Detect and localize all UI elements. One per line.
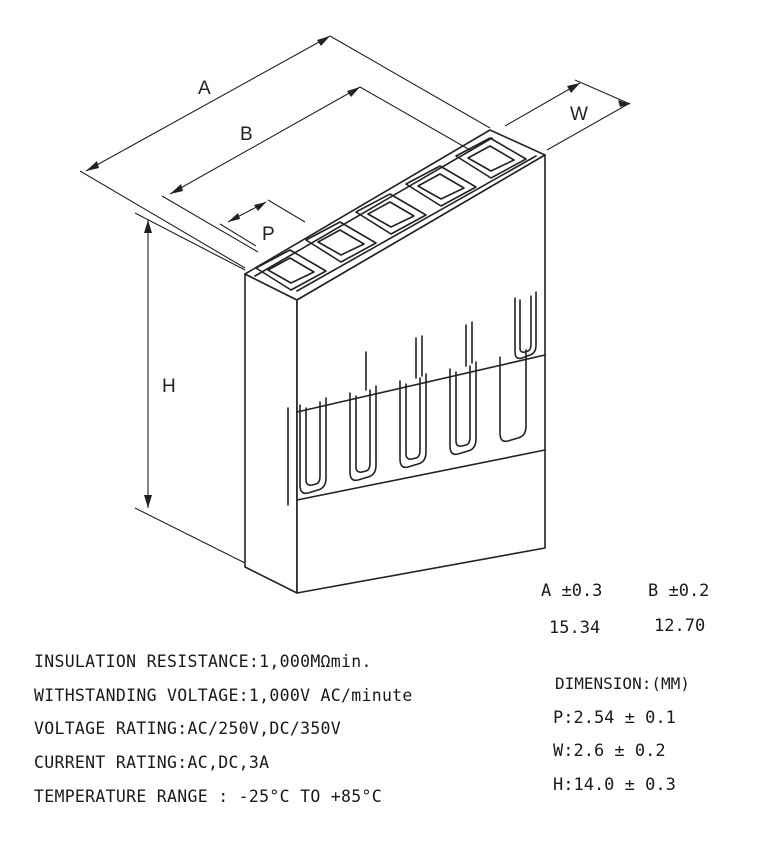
dimension-w: W:2.6 ± 0.2: [553, 741, 666, 761]
dimension-p: P:2.54 ± 0.1: [553, 708, 676, 728]
spec-voltage-rating: VOLTAGE RATING:AC/250V,DC/350V: [34, 719, 342, 738]
tolerance-a-header: A ±0.3: [541, 581, 603, 601]
dimension-label-p: P: [262, 224, 275, 245]
dimension-label-b: B: [240, 124, 253, 145]
spec-current-rating: CURRENT RATING:AC,DC,3A: [34, 753, 270, 772]
spec-withstanding-voltage: WITHSTANDING VOLTAGE:1,000V AC/minute: [34, 686, 413, 705]
spec-insulation-resistance: INSULATION RESISTANCE:1,000MΩmin.: [34, 652, 372, 671]
tolerance-b-value: 12.70: [654, 616, 706, 636]
tolerance-a-value: 15.34: [549, 618, 601, 638]
spec-temperature-range: TEMPERATURE RANGE : -25°C TO +85°C: [34, 787, 382, 806]
dimension-h: H:14.0 ± 0.3: [553, 775, 676, 795]
dimension-label-a: A: [198, 78, 211, 99]
dimension-label-h: H: [162, 376, 176, 397]
dimension-label-w: W: [570, 104, 588, 125]
dimension-title: DIMENSION:(MM): [555, 674, 690, 693]
tolerance-b-header: B ±0.2: [648, 581, 710, 601]
